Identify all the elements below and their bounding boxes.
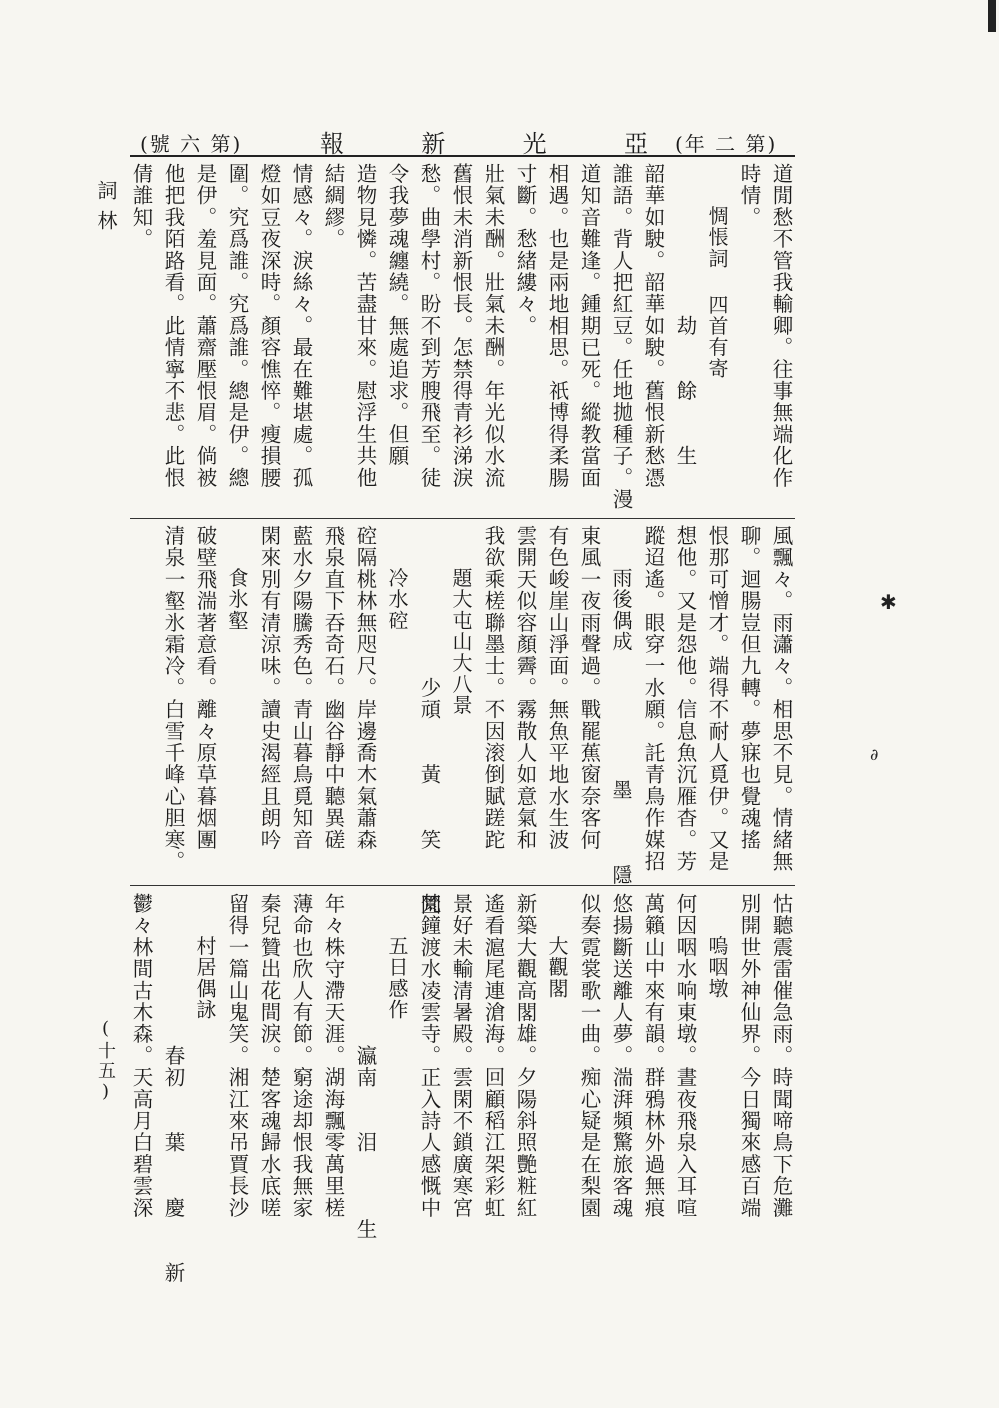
text-column: 韶華如駛。韶華如駛。舊恨新愁憑 (641, 163, 665, 489)
text-column: 何因咽水响東墩。晝夜飛泉入耳喧 (673, 893, 697, 1219)
masthead-char: 新 (421, 130, 448, 158)
volume-year: (年 二 第) (675, 132, 778, 156)
author-line: 瀛南 泪 生 (353, 893, 377, 1241)
text-column: 是伊。羞見面。蕭齋壓恨眉。倘被 (193, 163, 217, 489)
text-column: 造物見憐。苦盡甘來。慰浮生共他 (353, 163, 377, 489)
poem-title: 惆悵詞 四首有寄 (705, 163, 729, 379)
text-column: 留得一篇山鬼笑。湘江來吊賈長沙 (225, 893, 249, 1219)
text-column: 風飄々。雨瀟々。相思不見。情緒無 (769, 525, 793, 873)
poem-title: 五日感作 (385, 893, 409, 1021)
section-label: 詞林 (94, 180, 118, 240)
text-column: 圍。究爲誰。究爲誰。總是伊。總 (225, 163, 249, 489)
text-column: 似奏霓裳歌一曲。痴心疑是在梨園 (577, 893, 601, 1219)
poem-title: 雨後偶成 墨 隱 (609, 525, 633, 886)
text-column: 蹤迢遙。眼穿一水願。託青鳥作媒招 (641, 525, 665, 873)
text-column: 聊。迴腸豈但九轉。夢寐也覺魂搖 (737, 525, 761, 851)
masthead-char: 光 (522, 130, 549, 158)
masthead-char: 報 (320, 130, 346, 158)
text-column: 萬籟山中來有韻。群鴉林外過無痕 (641, 893, 665, 1219)
masthead (320, 124, 650, 158)
text-column: 景好未輸清暑殿。雲閑不鎖廣寒宮 (449, 893, 473, 1219)
text-column: 有色峻崖山淨面。無魚平地水生波 (545, 525, 569, 851)
poem-title: 村居偶詠 (193, 893, 217, 1021)
text-column: 誰語。背人把紅豆。任地拋種子。漫 (609, 163, 633, 511)
issue-number: (號 六 第) (140, 132, 243, 156)
text-column: 舊恨未消新恨長。怎禁得青衫涕淚 (449, 163, 473, 489)
masthead-char: 亞 (623, 130, 650, 158)
text-column: 悠揚斷送離人夢。湍湃頻驚旅客魂 (609, 893, 633, 1219)
text-column: 燈如豆夜深時。顏容憔悴。瘦損腰 (257, 163, 281, 489)
text-column: 梵鐘渡水凌雲寺。正入詩人感慨中 (417, 893, 441, 1219)
text-column: 東風一夜雨聲過。戰罷蕉窗奈客何 (577, 525, 601, 851)
text-column: 愁。曲學村。盼不到芳膄飛至。徒 (417, 163, 441, 489)
text-column: 別開世外神仙界。今日獨來感百端 (737, 893, 761, 1219)
text-column: 破壁飛湍著意看。離々原草暮烟團 (193, 525, 217, 851)
text-column: 想他。又是怨他。信息魚沉雁杳。芳 (673, 525, 697, 873)
text-column: 遙看滬尾連滄海。回顧稻江架彩虹 (481, 893, 505, 1219)
text-column: 雲開天似容顏霽。霧散人如意氣和 (513, 525, 537, 851)
section-divider (130, 885, 795, 886)
text-column: 我欲乘槎聯墨士。不因滚倒賦蹉跎 (481, 525, 505, 851)
ink-speck: ∂ (870, 745, 879, 764)
poem-subtitle: 冷水硿 (385, 525, 409, 631)
text-column: 怙聽震雷催急雨。時聞啼鳥下危灘 (769, 893, 793, 1219)
text-column: 閑來別有清涼味。讀史渴經且朗吟 (257, 525, 281, 851)
text-column: 新築大觀高閣雄。夕陽斜照艷粧紅 (513, 893, 537, 1219)
text-column: 令我夢魂纏繞。無處追求。但願 (385, 163, 409, 467)
page-number: (十五) (95, 1018, 116, 1104)
text-column: 壯氣未酬。壯氣未酬。年光似水流 (481, 163, 505, 489)
text-column: 結綢繆。 (321, 163, 345, 250)
text-column: 年々株守滯天涯。湖海飄零萬里槎 (321, 893, 345, 1219)
text-column: 時情。 (737, 163, 761, 229)
text-column: 鬱々林間古木森。天高月白碧雲深 (129, 893, 153, 1219)
scan-edge-mark (988, 0, 996, 32)
text-column: 薄命也欣人有節。窮途却恨我無家 (289, 893, 313, 1219)
text-column: 寸斷。愁緒縷々。 (513, 163, 537, 337)
poem-subtitle: 嗚咽墩 (705, 893, 729, 999)
text-column: 他把我陌路看。此情寧不悲。此恨 (161, 163, 185, 489)
poem-subtitle: 大觀閣 (545, 893, 569, 999)
text-column: 藍水夕陽騰秀色。青山暮鳥覓知音 (289, 525, 313, 851)
author-line: 春初 葉 慶 新 (161, 893, 185, 1284)
text-column: 硿隔桃林無咫尺。岸邊喬木氣蕭森 (353, 525, 377, 851)
text-column: 道知音難逢。鍾期已死。縱教當面 (577, 163, 601, 489)
ink-speck: ✱ (880, 590, 897, 614)
author-line: 少頑 黃 笑 園 (417, 525, 441, 916)
text-column: 情感々。淚絲々。最在難堪處。孤 (289, 163, 313, 489)
text-column: 相遇。也是兩地相思。祇博得柔腸 (545, 163, 569, 489)
text-column: 飛泉直下吞奇石。幽谷靜中聽異磋 (321, 525, 345, 851)
author-line: 劫 餘 生 (673, 163, 697, 467)
poem-title: 題大屯山大八景 (449, 525, 473, 716)
text-column: 秦兒贊出花間淚。楚客魂歸水底嗟 (257, 893, 281, 1219)
section-divider (130, 518, 795, 519)
poem-subtitle: 食氷壑 (225, 525, 249, 631)
text-column: 清泉一壑氷霜冷。白雪千峰心胆寒。 (161, 525, 185, 873)
header-rule (130, 155, 795, 157)
text-column: 道閒愁不管我輸卿。往事無端化作 (769, 163, 793, 489)
text-column: 倩誰知。 (129, 163, 153, 250)
text-column: 恨那可憎才。端得不耐人覓伊。又是 (705, 525, 729, 873)
